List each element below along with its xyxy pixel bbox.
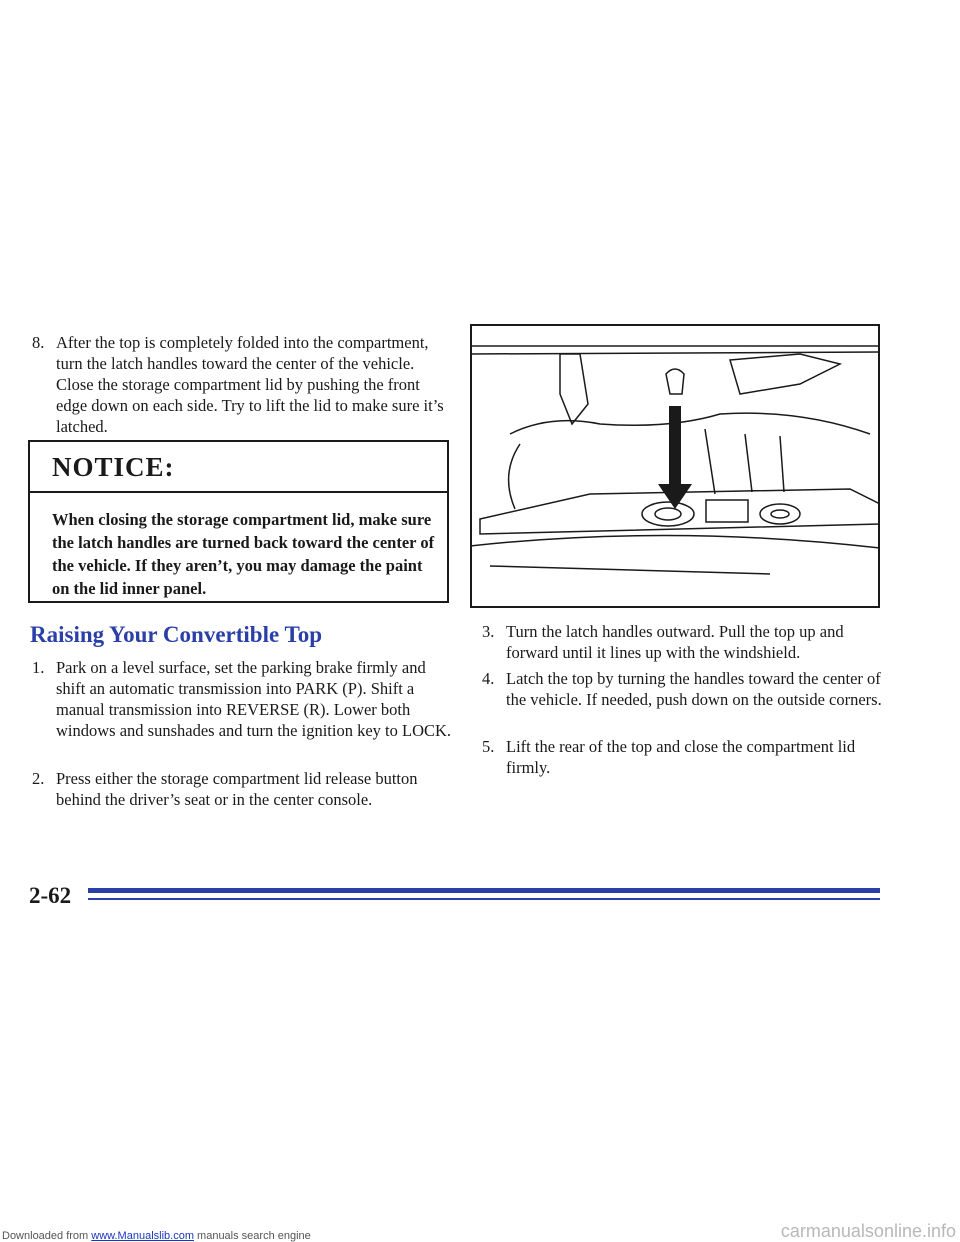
footer-rule-thick [88,888,880,893]
notice-title: NOTICE: [52,452,175,482]
step-number: 1. [32,658,45,677]
step-text: After the top is completely folded into the compartment, turn the latch handles toward the center of the vehicle. Close the storage compartment lid by pushing the front edge down on each side. Try to lift the lid to make sure it’s latched. [56,333,444,436]
footer-prefix: Downloaded from [2,1230,92,1242]
step-number: 8. [32,333,45,352]
step-text: Park on a level surface, set the parking brake firmly and shift an automatic transmission into PARK (P). Shift a manual transmission into REVERSE (R). Lower both windows and sunshades and turn the ignition key to LOCK. [56,658,452,740]
step-number: 2. [32,769,45,788]
step-number: 5. [482,737,495,756]
footer-rule-thin [88,898,880,900]
step-text: Lift the rear of the top and close the compartment lid firmly. [506,737,856,777]
step-text: Press either the storage compartment lid release button behind the driver’s seat or in the center console. [56,769,418,809]
convertible-compartment-illustration [470,324,880,608]
step-2 [32,768,432,810]
page-number: 2-62 [29,883,72,908]
notice-body: When closing the storage compartment lid, make sure the latch handles are turned back toward the center of the vehicle. If they aren’t, you may damage the paint on the lid inner panel. [52,510,435,598]
download-footer [2,1230,311,1242]
notice-box [28,440,449,603]
step-text: Latch the top by turning the handles toward the center of the vehicle. If needed, push down on the outside corners. [506,669,882,709]
step-8 [32,332,452,437]
step-5 [482,736,882,778]
step-number: 3. [482,622,495,641]
footer-suffix: manuals search engine [193,1230,311,1242]
watermark: carmanualsonline.info [780,1221,956,1241]
section-heading: Raising Your Convertible Top [30,622,323,647]
step-number: 4. [482,669,495,688]
step-text: Turn the latch handles outward. Pull the top up and forward until it lines up with the windshield. [506,622,844,662]
step-1 [32,657,452,741]
step-4 [482,668,882,710]
manualslib-link[interactable]: www.Manualslib.com [91,1230,194,1242]
notice-divider [30,491,447,493]
step-3 [482,621,882,663]
